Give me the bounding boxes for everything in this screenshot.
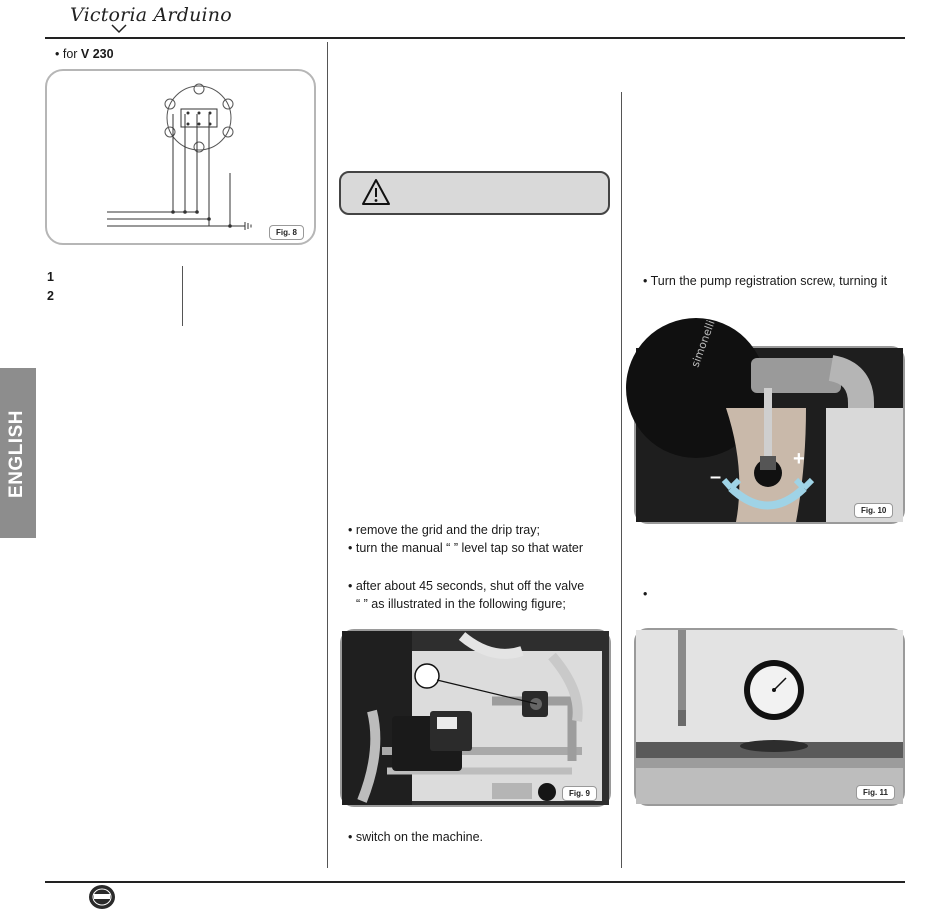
step-shut-valve-cont: “ ” as illustrated in the following figure;: [356, 597, 566, 611]
step-shut-valve: • after about 45 seconds, shut off the valve: [348, 579, 585, 593]
footer-rule: [45, 881, 905, 883]
step-pump-screw: • Turn the pump registration screw, turning it: [643, 274, 888, 288]
voltage-prefix: • for: [55, 47, 81, 61]
legend-item-2: 2: [47, 289, 54, 303]
column-divider-left: [327, 42, 328, 868]
voltage-value: V 230: [80, 47, 114, 61]
voltage-heading: [55, 45, 114, 63]
step-switch-on: • switch on the machine.: [348, 830, 483, 844]
pump-screw-photo-icon: [636, 318, 903, 522]
valve-photo-icon: [342, 631, 609, 805]
svg-text:simonelli: simonelli: [688, 318, 718, 370]
step-remove-grid: • remove the grid and the drip tray;: [348, 523, 540, 537]
header-rule: [45, 37, 905, 39]
warning-box: [339, 171, 610, 215]
fig10-minus-sign: –: [710, 466, 722, 488]
fig11-photo: [634, 628, 905, 806]
language-tab-label: ENGLISH: [6, 410, 27, 498]
wiring-diagram-figure: [45, 69, 316, 245]
fig8-label: Fig. 8: [269, 225, 304, 240]
wiring-diagram-icon: [47, 71, 314, 243]
pressure-gauge-photo-icon: [636, 630, 903, 804]
step-empty-bullet: •: [643, 587, 648, 601]
fig10-label: Fig. 10: [854, 503, 893, 518]
footer-logo-icon: [88, 884, 116, 910]
brand-logo: Victoria Arduino: [70, 4, 232, 26]
fig10-plus-sign: +: [793, 448, 805, 470]
logo-chevron-icon: [112, 25, 126, 33]
fig9-photo: [340, 629, 611, 807]
warning-triangle-icon: [361, 178, 391, 206]
legend-item-1: 1: [47, 270, 54, 284]
fig10-photo: [634, 318, 905, 524]
fig11-label: Fig. 11: [856, 785, 895, 800]
step-turn-tap: • turn the manual “ ” level tap so that water: [348, 541, 584, 555]
fig9-label: Fig. 9: [562, 786, 597, 801]
column-divider-right: [621, 92, 622, 868]
legend-divider: [182, 266, 183, 326]
